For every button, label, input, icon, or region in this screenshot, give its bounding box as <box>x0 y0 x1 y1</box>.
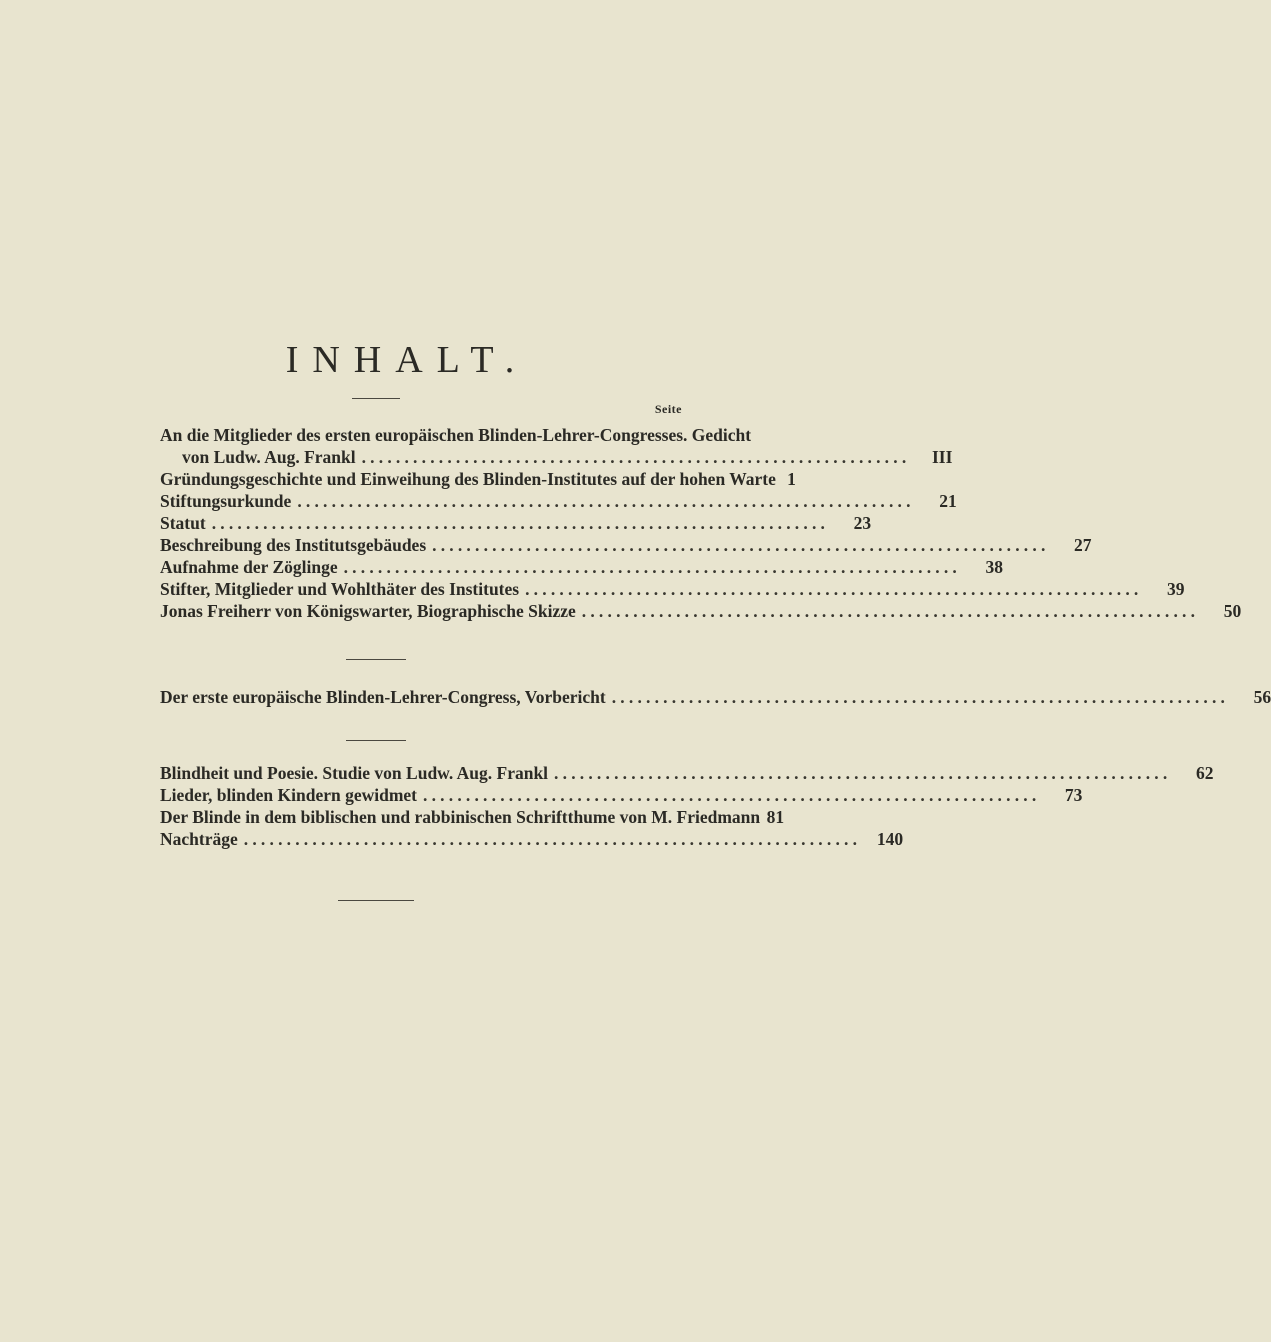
toc-entry-title: Beschreibung des Institutsgebäudes <box>160 535 427 555</box>
toc-page-number: 27 <box>1074 535 1092 555</box>
toc-entry <box>160 534 1092 556</box>
leader-dots: ........................................................................ <box>525 579 1143 599</box>
toc-entry-title: Statut <box>160 513 206 533</box>
toc-entry-line <box>160 468 796 490</box>
toc-page-number: III <box>931 447 953 467</box>
leader-dots: ................................................................ <box>361 447 911 467</box>
toc-entry <box>160 784 1083 806</box>
toc-entry-title: Stifter, Mitglieder und Wohlthäter des Institutes <box>160 579 520 599</box>
toc-entry-line <box>160 806 785 828</box>
toc-page-number: 50 <box>1223 601 1242 621</box>
toc-page-number: 21 <box>939 491 957 511</box>
end-divider <box>338 900 414 901</box>
toc-page-number: 1 <box>787 469 796 489</box>
leader-dots: ........................................................................ <box>432 535 1050 555</box>
toc-page-number: 23 <box>853 513 872 533</box>
leader-dots: ........................................................................ <box>423 785 1041 805</box>
toc-entry <box>160 424 953 468</box>
leader-dots: ........................................................................ <box>581 601 1200 621</box>
leader-dots: ........................................................................ <box>243 829 862 849</box>
section-divider <box>346 659 406 660</box>
toc-entry <box>160 686 1271 708</box>
toc-entry-line <box>160 446 953 468</box>
toc-page-number: 140 <box>876 829 904 849</box>
toc-entry <box>160 762 1214 784</box>
toc-entry <box>160 512 872 534</box>
toc-entry-title: Blindheit und Poesie. Studie von Ludw. Aug. Frankl <box>160 763 549 783</box>
leader-dots: ........................................................................ <box>611 687 1230 707</box>
toc-entry-title: Lieder, blinden Kindern gewidmet <box>160 785 418 805</box>
toc-entry-title: Nachträge <box>160 829 238 849</box>
toc-entry-line <box>160 424 752 446</box>
toc-entry <box>160 600 1242 622</box>
toc-entry-title: An die Mitglieder des ersten europäischen Blinden-Lehrer-Congresses. Gedicht <box>160 425 752 445</box>
toc-entry-title-continued: von Ludw. Aug. Frankl <box>182 447 356 467</box>
toc-page-number: 73 <box>1064 785 1083 805</box>
toc-entry-title: Jonas Freiherr von Königswarter, Biographische Skizze <box>160 601 576 621</box>
page-column-label: Seite <box>654 402 682 416</box>
toc-entry <box>160 578 1185 600</box>
toc-page-number: 62 <box>1195 763 1214 783</box>
toc-entry <box>160 490 957 512</box>
leader-dots: ........................................................................ <box>297 491 915 511</box>
toc-entry <box>160 828 904 850</box>
toc-entry-title: Stiftungsurkunde <box>160 491 292 511</box>
page-title: INHALT. <box>285 339 529 381</box>
leader-dots: ........................................................................ <box>211 513 830 533</box>
leader-dots: ........................................................................ <box>343 557 962 577</box>
toc-page-number: 38 <box>985 557 1004 577</box>
toc-page-number: 39 <box>1167 579 1185 599</box>
toc-entry-title: Der erste europäische Blinden-Lehrer-Congress, Vorbericht <box>160 687 606 707</box>
title-divider <box>352 398 400 399</box>
toc-page-number: 56 <box>1253 687 1271 707</box>
toc-entry-title: Aufnahme der Zöglinge <box>160 557 338 577</box>
leader-dots: ........................................................................ <box>554 763 1172 783</box>
toc-page-number: 81 <box>766 807 785 827</box>
toc-entry <box>160 806 785 828</box>
section-divider <box>346 740 406 741</box>
toc-entry-title: Gründungsgeschichte und Einweihung des Blinden-Institutes auf der hohen Warte <box>160 469 776 489</box>
toc-entry <box>160 556 1004 578</box>
toc-entry <box>160 468 796 490</box>
toc-entry-title: Der Blinde in dem biblischen und rabbinischen Schriftthume von M. Friedmann <box>160 807 761 827</box>
